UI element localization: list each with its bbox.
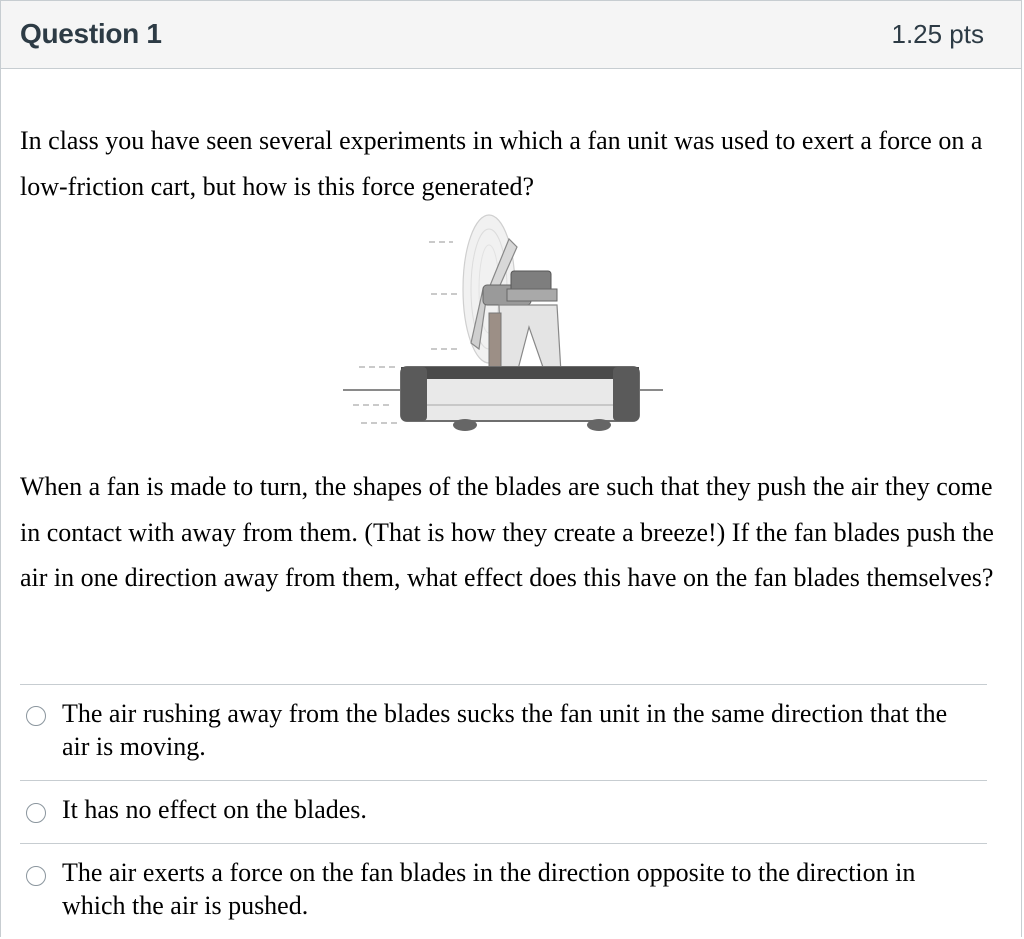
question-title: Question 1 bbox=[20, 18, 162, 49]
answer-label-3[interactable]: The air exerts a force on the fan blades in the direction opposite to the direction in which the air is pushed. bbox=[62, 858, 916, 920]
question-header bbox=[1, 1, 1021, 69]
radio-button-2[interactable] bbox=[26, 803, 46, 823]
answer-option-2[interactable] bbox=[20, 780, 987, 843]
radio-button-3[interactable] bbox=[26, 866, 46, 886]
question-body-text: When a fan is made to turn, the shapes of the blades are such that they push the air they come in contact with away from them. (That is how they create a breeze!) If the fan blades push the air in one direction away from them, what effect does this have on the fan blades themselves? bbox=[20, 472, 994, 592]
cart-wheel-left bbox=[453, 419, 477, 431]
answer-list bbox=[20, 684, 987, 939]
radio-button-1[interactable] bbox=[26, 706, 46, 726]
fan-cart-figure bbox=[341, 209, 665, 439]
question-points: 1.25 pts bbox=[891, 19, 984, 49]
answer-label-1[interactable]: The air rushing away from the blades sucks the fan unit in the same direction that the air is moving. bbox=[62, 699, 948, 761]
answer-option-1[interactable] bbox=[20, 684, 987, 780]
cart-wheel-right bbox=[587, 419, 611, 431]
answer-label-2[interactable]: It has no effect on the blades. bbox=[62, 795, 367, 824]
question-intro-text: In class you have seen several experiments in which a fan unit was used to exert a force on a low-friction cart, but how is this force generated? bbox=[20, 126, 983, 201]
answer-option-3[interactable] bbox=[20, 843, 987, 939]
fan-stand bbox=[499, 305, 561, 373]
